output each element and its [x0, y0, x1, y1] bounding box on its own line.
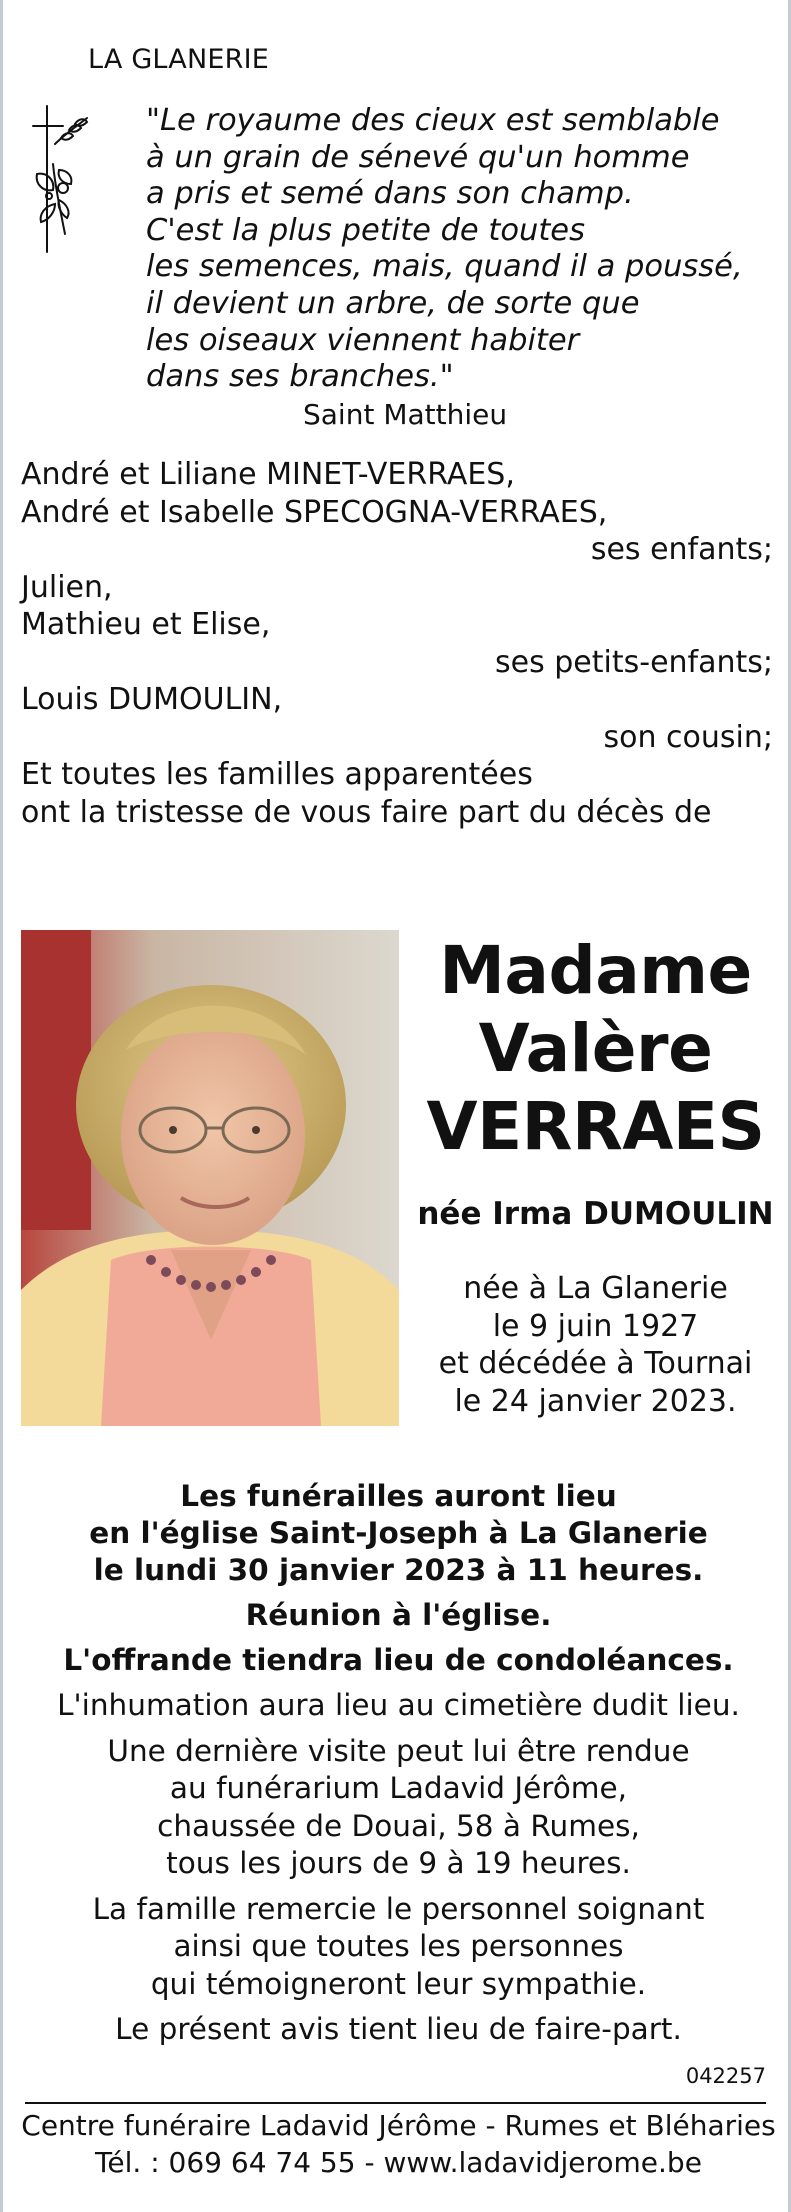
quote-line: les oiseaux viennent habiter — [146, 322, 580, 358]
birth-place: née à La Glanerie — [463, 1271, 728, 1306]
reference-number: 042257 — [685, 2064, 766, 2088]
visit-info: au funérarium Ladavid Jérôme, — [169, 1771, 628, 1805]
family-member: André et Isabelle SPECOGNA-VERRAES, — [21, 494, 608, 530]
quote-line: dans ses branches." — [146, 359, 454, 395]
family-relation: ses petits-enfants; — [495, 644, 773, 680]
deceased-last-name: VERRAES — [426, 1088, 765, 1165]
quote-author: Saint Matthieu — [303, 398, 508, 431]
offering-info: L'offrande tiendra lieu de condoléances. — [63, 1643, 734, 1677]
quote-line: a pris et semé dans son champ. — [146, 176, 634, 212]
quote-line: C'est la plus petite de toutes — [146, 212, 585, 248]
deceased-title: Madame — [439, 932, 752, 1009]
cross-flower-icon — [25, 104, 91, 254]
burial-info: L'inhumation aura lieu au cimetière dudit lieu. — [57, 1688, 740, 1722]
reunion-info: Réunion à l'église. — [245, 1598, 552, 1632]
notice-info: Le présent avis tient lieu de faire-part. — [115, 2012, 682, 2046]
family-relation: son cousin; — [603, 719, 773, 755]
deceased-photo — [21, 930, 399, 1426]
visit-info: Une dernière visite peut lui être rendue — [107, 1733, 690, 1768]
announcement-text: ont la tristesse de vous faire part du décès de — [21, 794, 712, 830]
birth-date: le 9 juin 1927 — [492, 1308, 699, 1344]
deceased-first-name: Valère — [478, 1010, 713, 1087]
maiden-name: née Irma DUMOULIN — [417, 1196, 774, 1232]
visit-info: chaussée de Douai, 58 à Rumes, — [157, 1808, 640, 1843]
funeral-home-name: Centre funéraire Ladavid Jérôme - Rumes et Bléharies — [21, 2109, 776, 2142]
family-member: Julien, — [21, 569, 113, 605]
bible-quote — [146, 103, 786, 396]
funeral-details — [13, 1478, 784, 2049]
funeral-info: en l'église Saint-Joseph à La Glanerie — [89, 1516, 708, 1550]
deceased-dates — [408, 1270, 783, 1420]
family-member: André et Liliane MINET-VERRAES, — [21, 457, 515, 492]
family-member: Mathieu et Elise, — [21, 607, 271, 642]
quote-line: à un grain de sénevé qu'un homme — [146, 139, 690, 175]
quote-line: "Le royaume des cieux est semblable — [146, 103, 720, 138]
family-relation: ses enfants; — [590, 532, 773, 567]
quote-line: il devient un arbre, de sorte que — [146, 285, 640, 321]
visit-info: tous les jours de 9 à 19 heures. — [166, 1846, 631, 1880]
funeral-info: le lundi 30 janvier 2023 à 11 heures. — [93, 1553, 704, 1587]
death-date: le 24 janvier 2023. — [454, 1383, 737, 1419]
announcement-text: Et toutes les familles apparentées — [21, 757, 533, 792]
location-heading: LA GLANERIE — [88, 44, 270, 75]
funeral-home-footer — [13, 2107, 784, 2181]
family-member: Louis DUMOULIN, — [21, 682, 283, 717]
thanks-info: La famille remercie le personnel soignant — [92, 1891, 705, 1926]
funeral-home-contact: Tél. : 069 64 74 55 - www.ladavidjerome.be — [95, 2146, 702, 2179]
deceased-name-block — [408, 932, 783, 1232]
funeral-info: Les funérailles auront lieu — [180, 1479, 617, 1513]
thanks-info: qui témoigneront leur sympathie. — [150, 1966, 647, 2001]
thanks-info: ainsi que toutes les personnes — [173, 1929, 624, 1963]
footer-divider — [25, 2102, 766, 2104]
quote-line: les semences, mais, quand il a poussé, — [146, 249, 743, 285]
family-announcement — [21, 456, 773, 831]
death-place: et décédée à Tournai — [438, 1346, 753, 1381]
